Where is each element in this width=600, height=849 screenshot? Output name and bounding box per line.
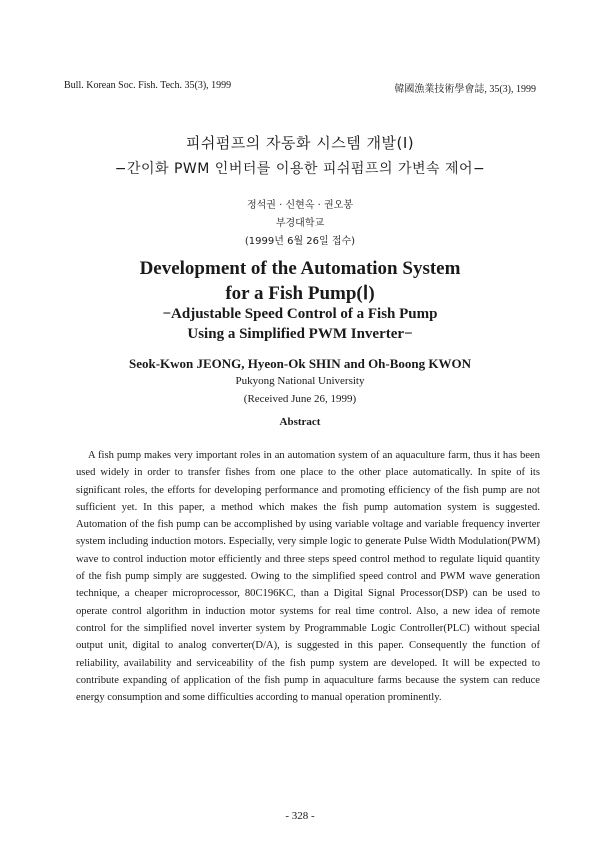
korean-authors: 정석권 · 신현옥 · 권오봉 bbox=[246, 200, 353, 211]
english-received-date: (Received June 26, 1999) bbox=[243, 393, 357, 405]
journal-citation-english: Bull. Korean Soc. Fish. Tech. 35(3), 1999 bbox=[64, 80, 232, 91]
english-title-line1: Development of the Automation System bbox=[139, 258, 461, 279]
korean-title: 피쉬펌프의 자동화 시스템 개발(Ⅰ) bbox=[185, 134, 415, 152]
english-authors: Seok-Kwon JEONG, Hyeon-Ok SHIN and Oh-Boong KWON bbox=[128, 356, 472, 371]
abstract-body: A fish pump makes very important roles in an automation system of an aquaculture farm, thus it has been used widely in order to transfer fishes from one place to the other place automatically. In spite of its significant roles, the efforts for developing performance and promoting efficiency of the fish pump are not sufficient yet. In this paper, a method which makes the fish pump automation system is suggested. Automation of the fish pump can be accomplished by using variable voltage and variable frequency inverter system including induction motors. Especially, very simple logic to generate Pulse Width Modulation(PWM) wave to control induction motor efficiently and three steps speed control method to regulate liquid quantity of the fish pump simply are suggested. Owing to the simplified speed control and PWM wave generation technique, a cheaper microprocessor, 80C196KC, than a Digital Signal Processor(DSP) can be used to operate control algorithm in induction motor systems for real time control. Also, a new idea of remote control for the simplified novel inverter system by Programmable Logic Controller(PLC) without special output unit, digital to analog converter(D/A), is suggested in this paper. Consequently the function of reliability, availability and serviceability of the fish pump system are developed. It will be expected to contribute expanding of application of the fish pump in aquaculture farms because the system can reduce energy consumption and some difficulties according to manual operation prominently. bbox=[76, 450, 540, 704]
korean-affiliation: 부경대학교 bbox=[275, 218, 325, 229]
abstract-heading: Abstract bbox=[279, 416, 321, 428]
korean-received-date: (1999년 6월 26일 접수) bbox=[244, 236, 356, 247]
journal-citation-korean: 韓國漁業技術學會誌, 35(3), 1999 bbox=[394, 84, 536, 95]
korean-subtitle: −간이화 PWM 인버터를 이용한 피쉬펌프의 가변속 제어− bbox=[114, 161, 486, 177]
english-subtitle-line2: Using a Simplified PWM Inverter− bbox=[187, 326, 413, 342]
english-affiliation: Pukyong National University bbox=[235, 375, 365, 387]
english-subtitle-line1: −Adjustable Speed Control of a Fish Pump bbox=[162, 306, 438, 322]
english-title-line2: for a Fish Pump(Ⅰ) bbox=[225, 283, 375, 304]
page-number: - 328 - bbox=[285, 810, 315, 822]
